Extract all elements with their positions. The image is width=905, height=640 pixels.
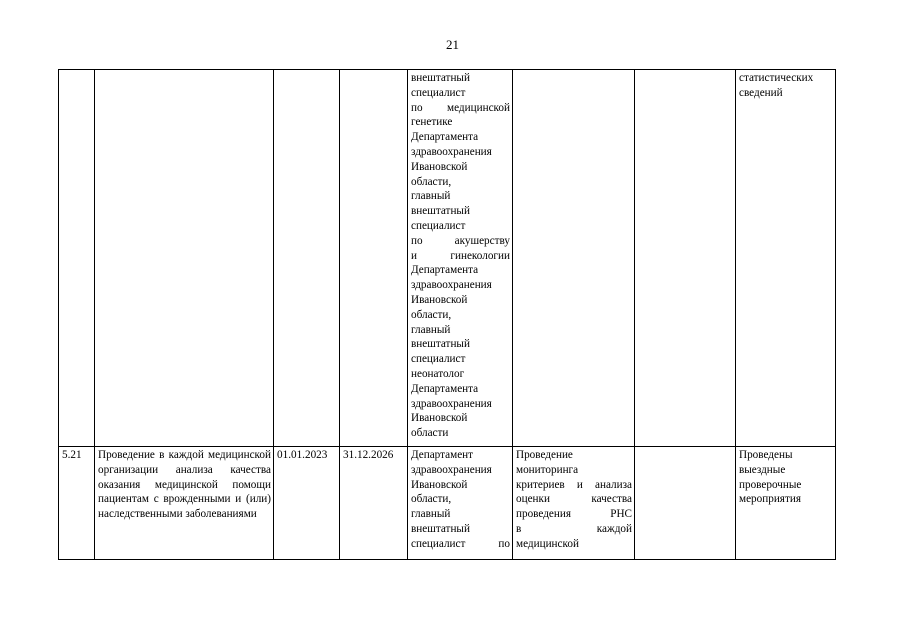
text-line: мониторинга [516,463,579,476]
cell-number: 5.21 [59,447,95,560]
text-line: специалист [411,219,466,232]
cell-result [736,70,836,447]
text-line: Ивановской [411,412,468,425]
cell-end-date: 31.12.2026 [340,447,408,560]
measures-table [58,69,836,560]
text-line: Ивановской [411,160,468,173]
cell-start-date [274,70,340,447]
table-row [59,70,836,447]
text-line: Ивановской [411,293,468,306]
cell-activity [95,70,274,447]
text-line: Департамент [411,449,474,461]
text-line: внештатный [411,338,470,351]
text-line: специалист по [411,537,510,550]
text-line: главный [411,323,451,336]
text-line: оценки качества [516,493,632,506]
cell-activity: Проведение в каждой медицинской организации анализа качества оказания медицинской помощи пациентам с врожденными и (или) наследственными заболеваниями [95,447,274,560]
text-line: Департамента [411,264,479,277]
text-line: проведения РНС [516,508,632,521]
text-line: специалист [411,86,466,99]
text-line: здравоохранения [411,145,492,158]
cell-description [513,447,635,560]
text-line: неонатолог [411,367,465,380]
cell-number [59,70,95,447]
text-line: специалист [411,353,466,366]
text-line: области, [411,493,452,506]
text-line: Департамента [411,382,479,395]
text-line: Проведение [516,449,573,461]
text-line: внештатный [411,205,470,218]
text-line: Департамента [411,131,479,144]
cell-extra [635,70,736,447]
text-line: выездные [739,463,786,476]
text-line: сведений [739,86,783,99]
text-line: проверочные [739,478,802,491]
text-line: области [411,427,449,440]
text-line: здравоохранения [411,463,492,476]
text-line: медицинской [516,537,579,550]
text-line: Проведены [739,449,793,461]
text-line: области, [411,175,452,188]
table-row [59,447,836,560]
text-line: статистических [739,72,814,84]
text-line: в каждой [516,522,632,535]
text-line: области, [411,308,452,321]
text-line: и гинекологии [411,249,510,262]
text-line: главный [411,190,451,203]
text-line: по акушерству [411,234,510,247]
text-line: по медицинской [411,101,510,114]
text-line: внештатный [411,522,470,535]
text-line: мероприятия [739,493,801,506]
text-line: генетике [411,116,453,129]
cell-responsible [408,70,513,447]
cell-description [513,70,635,447]
cell-responsible [408,447,513,560]
text-line: здравоохранения [411,279,492,292]
text-line: внештатный [411,72,470,84]
text-line: критериев и анализа [516,478,632,491]
text-line: здравоохранения [411,397,492,410]
cell-result [736,447,836,560]
page-number: 21 [446,37,459,52]
text-line: Ивановской [411,478,468,491]
cell-end-date [340,70,408,447]
text-line: главный [411,508,451,521]
cell-extra [635,447,736,560]
cell-start-date: 01.01.2023 [274,447,340,560]
